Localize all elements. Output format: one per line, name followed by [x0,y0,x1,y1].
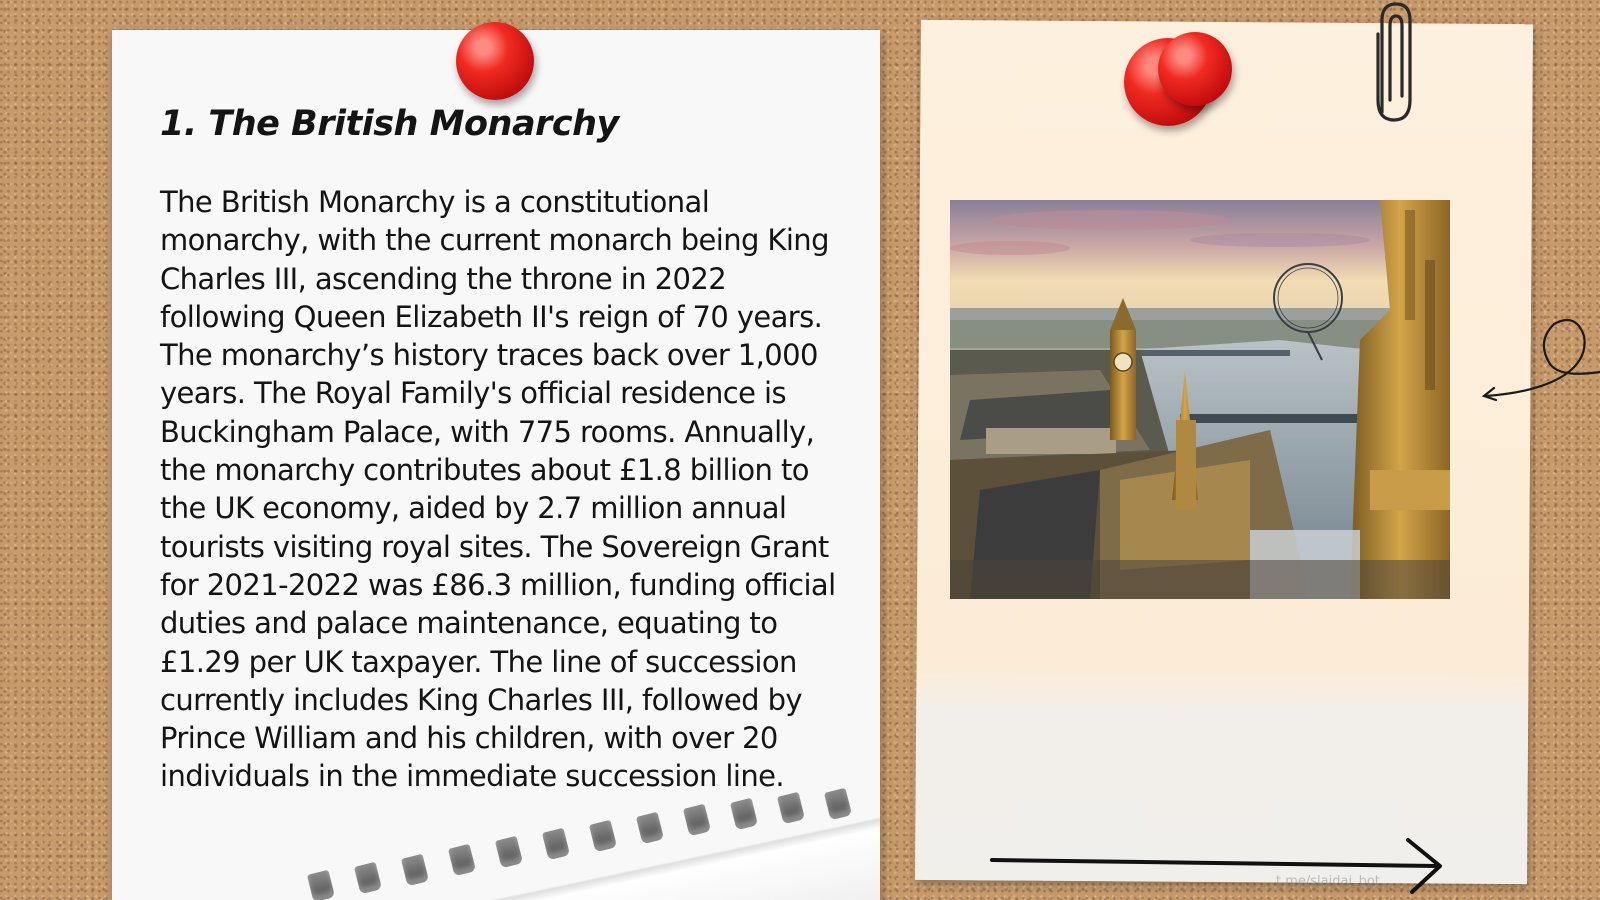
paperclip-icon [1370,0,1416,124]
red-pushpin-icon [1158,32,1232,106]
torn-notebook-edge [300,800,890,900]
doodle-swirl-icon [1480,312,1600,408]
red-pushpin-icon [456,22,534,100]
arrow-right-icon [988,836,1450,900]
watermark-text: t.me/slaidai_bot [1276,874,1380,889]
london-westminster-photo [950,200,1450,599]
slide-body-text: The British Monarchy is a constitutional monarchy, with the current monarch being King Charles III, ascending the throne in 2022 following Queen Elizabeth II's reign of 70 years. The monarchy’s history traces back over 1,000 years. The Royal Family's official residence is Buckingham Palace, with 775 rooms. Annually, the monarchy contributes about £1.8 billion to the UK economy, aided by 2.7 million annual tourists visiting royal sites. The Sovereign Grant for 2021-2022 was £86.3 million, funding official duties and palace maintenance, equating to £1.29 per UK taxpayer. The line of succession currently includes King Charles III, followed by Prince William and his children, with over 20 individuals in the immediate succession line. [160,185,836,794]
slide-title: 1. The British Monarchy [160,104,619,144]
